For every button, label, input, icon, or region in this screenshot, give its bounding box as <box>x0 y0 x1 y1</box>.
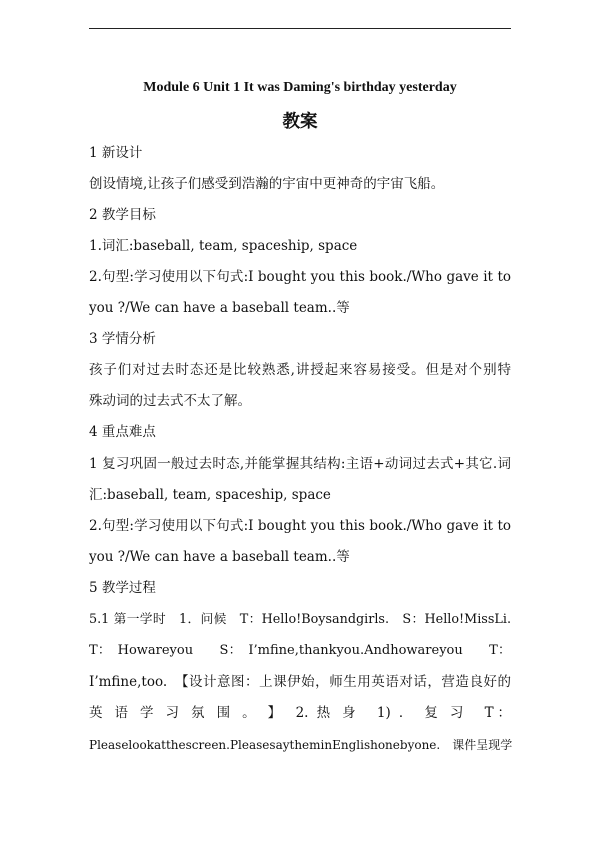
body-line: 殊动词的过去式不太了解。 <box>89 393 251 409</box>
section-heading-key-points: 4 重点难点 <box>89 424 156 440</box>
body-line: 创设情境,让孩子们感受到浩瀚的宇宙中更神奇的宇宙飞船。 <box>89 176 445 192</box>
body-line: Pleaselookatthescreen.PleasesaytheminEnglishonebyone. 课件呈现学 <box>89 738 513 752</box>
header-rule <box>89 28 511 29</box>
body-line: 汇:baseball, team, spaceship, space <box>89 487 331 503</box>
section-heading-objectives: 2 教学目标 <box>89 207 156 223</box>
section-heading-new-design: 1 新设计 <box>89 145 143 161</box>
body-line: 5.1 第一学时 1．问候 T：Hello!Boysandgirls. S：Hello!MissLi. <box>89 612 511 627</box>
body-line: 1.词汇:baseball, team, spaceship, space <box>89 238 358 254</box>
body-line: 1 复习巩固一般过去时态,并能掌握其结构:主语+动词过去式+其它.词 <box>89 456 511 472</box>
body-line: I’mfine,too. 【设计意图：上课伊始，师生用英语对话，营造良好的 <box>89 674 511 690</box>
body-line: T： Howareyou S： I’mfine,thankyou.Andhowareyou T： <box>89 643 511 658</box>
document-subtitle: 教案 <box>282 112 318 132</box>
body-line: 孩子们对过去时态还是比较熟悉,讲授起来容易接受。但是对个别特 <box>89 362 511 378</box>
body-line: 英 语 学 习 氛 围 。 】 2. 热 身 1) ． 复 习 T： <box>89 705 511 721</box>
body-line: you ?/We can have a baseball team..等 <box>89 300 350 316</box>
body-line: 2.句型:学习使用以下句式:I bought you this book./Who gave it to <box>89 518 511 534</box>
section-heading-process: 5 教学过程 <box>89 580 156 596</box>
document-title: Module 6 Unit 1 It was Daming's birthday yesterday <box>143 80 457 95</box>
body-line: you ?/We can have a baseball team..等 <box>89 549 350 565</box>
section-heading-analysis: 3 学情分析 <box>89 331 156 347</box>
body-line: 2.句型:学习使用以下句式:I bought you this book./Who gave it to <box>89 269 511 285</box>
